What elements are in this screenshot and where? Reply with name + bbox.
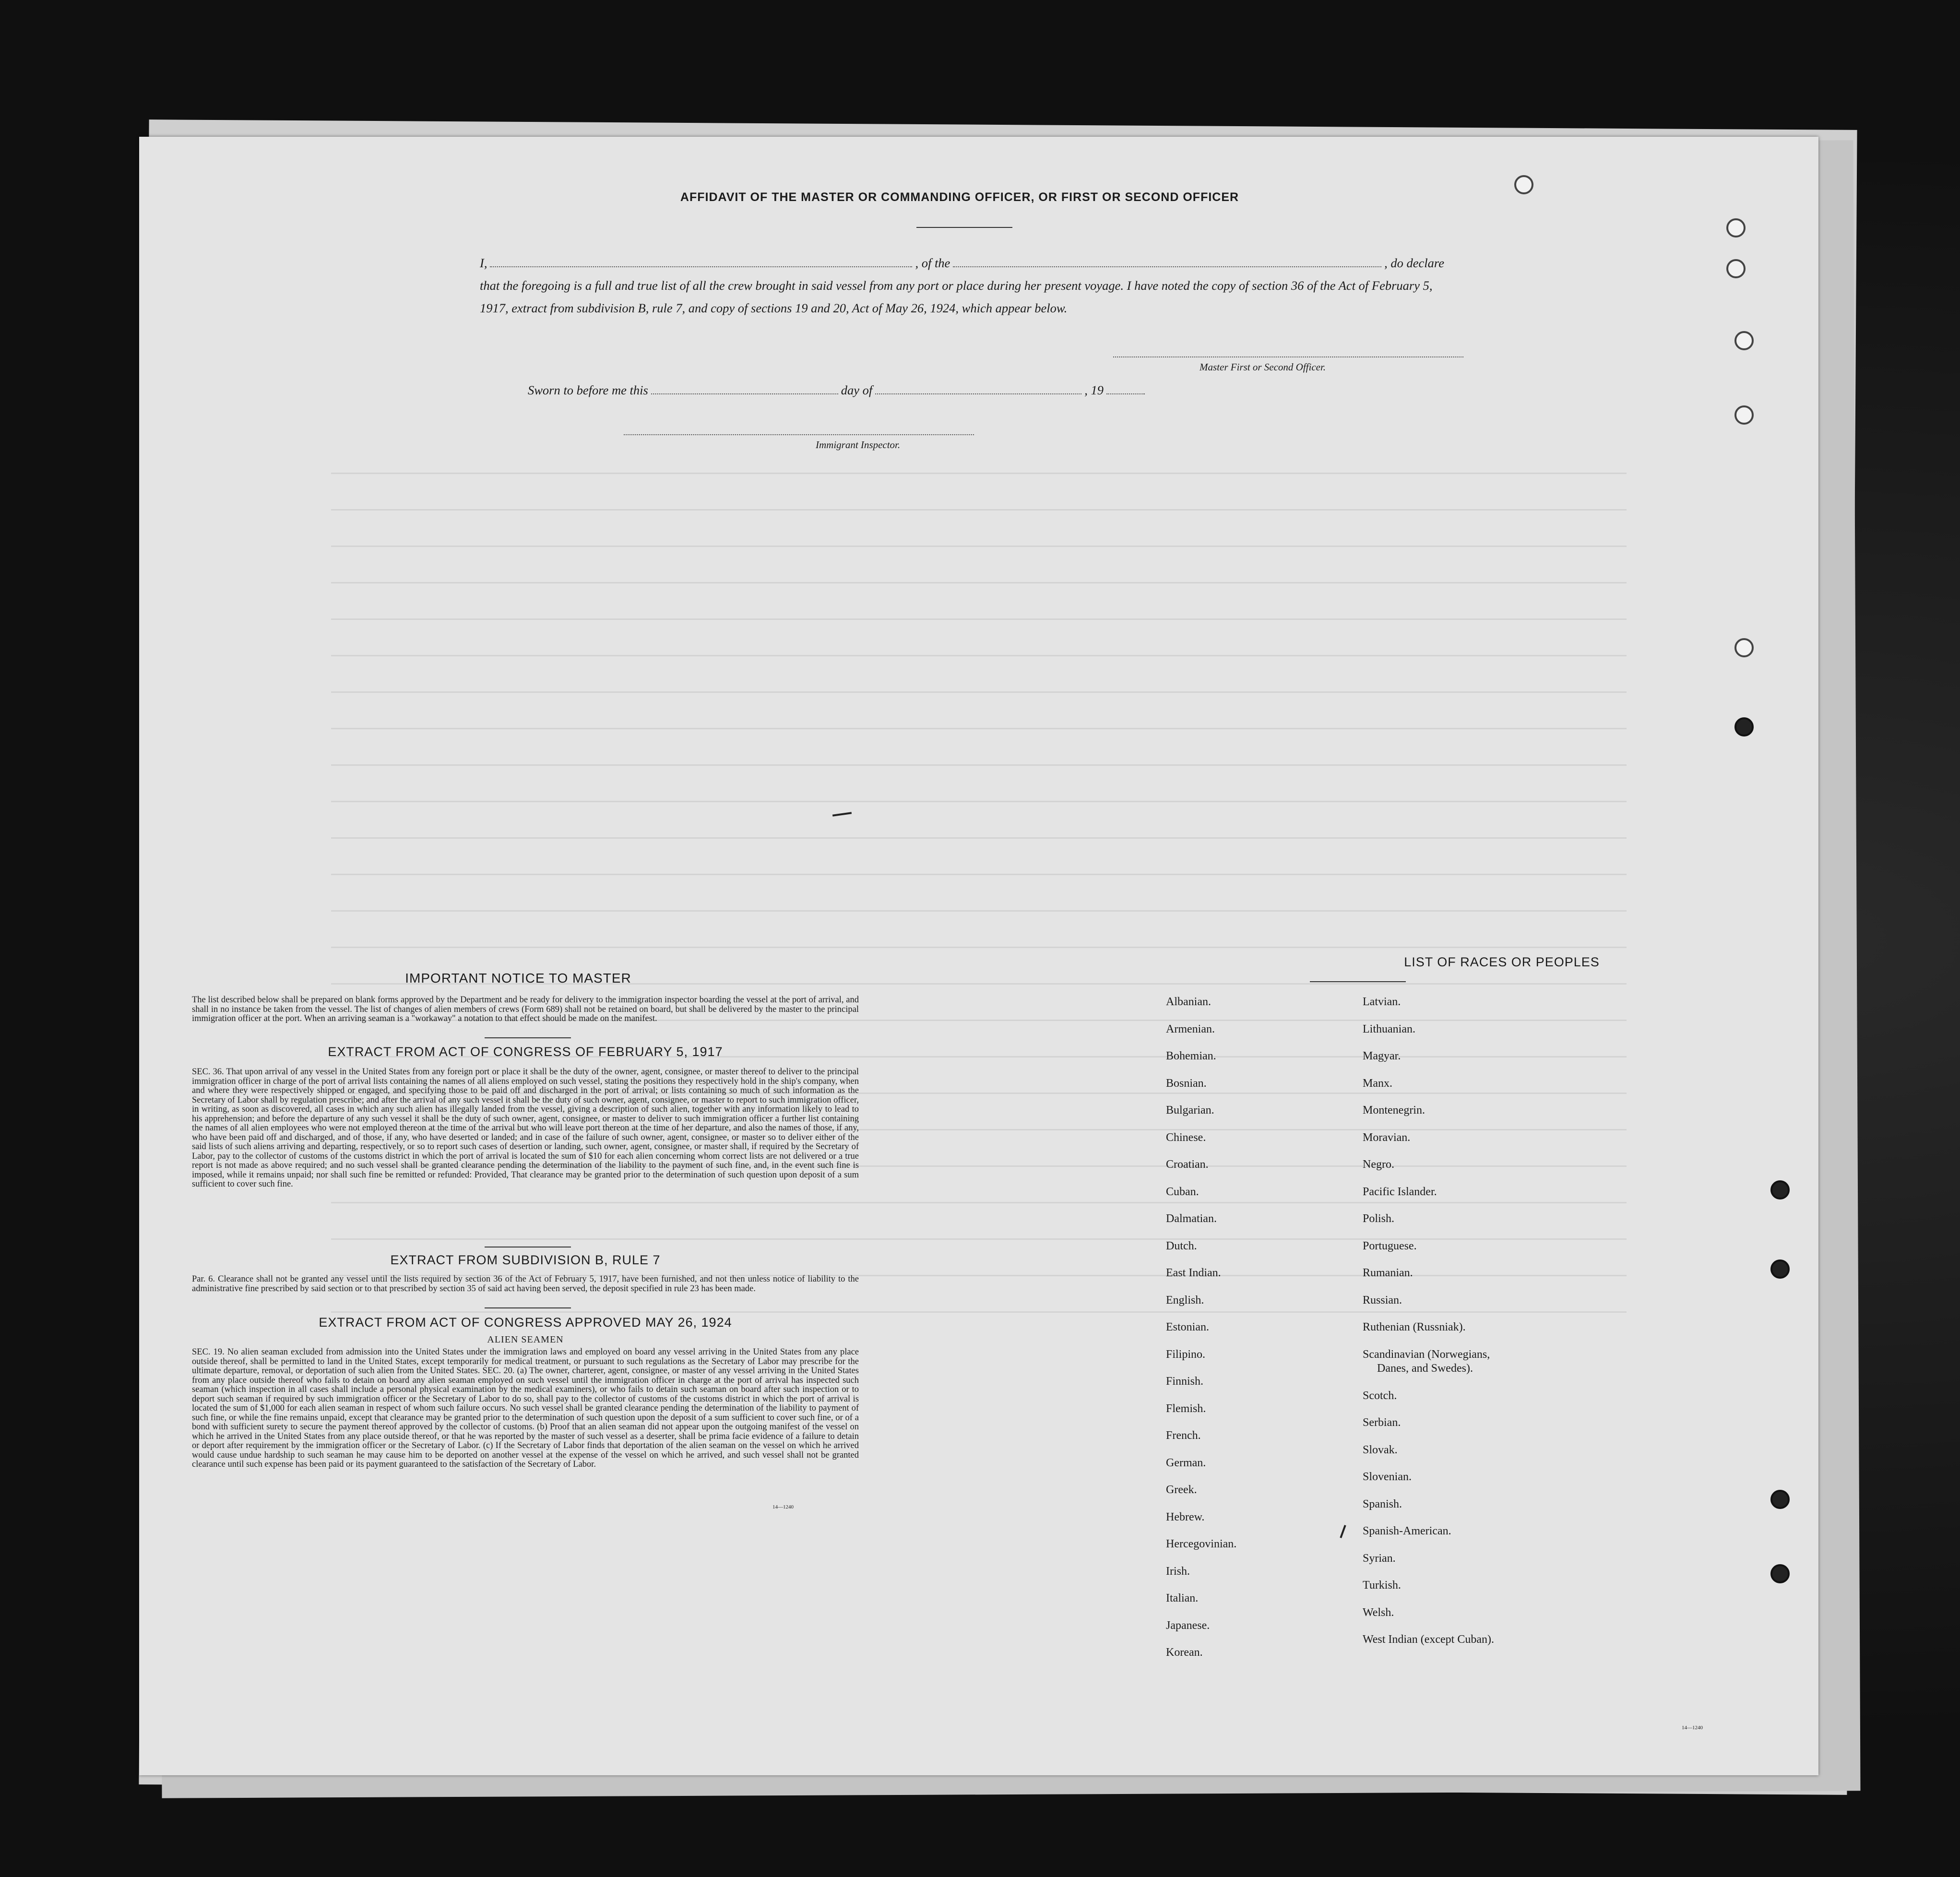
declare-label: , do declare	[1384, 256, 1444, 270]
race-item: Irish.	[1166, 1565, 1190, 1578]
punch-hole	[1770, 1259, 1790, 1279]
ghost-row	[331, 947, 1627, 948]
race-item: Spanish-American.	[1363, 1525, 1451, 1537]
race-item: Hercegovinian.	[1166, 1538, 1237, 1550]
master-signature-line	[1113, 356, 1463, 357]
extract-1924-text: SEC. 19. No alien seaman excluded from admission into the United States under the immigration laws and employed on board any vessel arriving in the United States from any place outside thereof, shall be permitted to land in the United States, except temporarily for medical treatment, or pursuant to such regulations as the Secretary of Labor may prescribe for the ultimate departure, removal, or deportation of such alien from the United States. SEC. 20. (a) The owner, charterer, agent, consignee, or master of any vessel arriving in the United States from any place outside thereof who fails to detain on board any alien seaman employed on such vessel until the immigration officer in charge at the port of arrival has inspected such seaman (which inspection in all cases shall include a personal physical examination by the medical examiners), or who fails to detain such seaman on board after such inspection or to deport such seaman if required by such immigration officer or the Secretary of Labor to do so, shall pay to the collector of customs of the customs district in which the port of arrival is located the sum of $1,000 for each alien seaman in respect of whom such failure occurs. No such vessel shall be granted clearance pending the determination of the liability to payment of such fine, or while the fine remains unpaid, except that clearance may be granted prior to the determination of such question upon the deposit of a sum sufficient to cover such fine, or of a bond with sufficient surety to secure the payment thereof approved by the collector of customs. (b) Proof that an alien seaman did not appear upon the outgoing manifest of the vessel on which he arrived in the United States from any place outside thereof, or that he was reported by the master of such vessel as a deserter, shall be prima facie evidence of a failure to detain or deport after requirement by the immigration officer or the Secretary of Labor. (c) If the Secretary of Labor finds that deportation of the alien seaman on the vessel on which he arrived would cause undue hardship to such seaman he may cause him to be deported on another vessel at the expense of the vessel on which he arrived, and such vessel shall not be granted clearance until such expense has been paid or its payment guaranteed to the satisfaction of the Secretary of Labor.	[192, 1347, 859, 1469]
race-item: Latvian.	[1363, 996, 1401, 1008]
vessel-blank	[953, 266, 1381, 267]
ghost-row	[331, 910, 1627, 912]
divider-1	[485, 1037, 571, 1038]
race-item: Korean.	[1166, 1646, 1203, 1659]
punch-hole	[1726, 218, 1746, 238]
ghost-row	[331, 837, 1627, 839]
race-item: Cuban.	[1166, 1185, 1199, 1198]
ghost-row	[331, 728, 1627, 729]
ghost-row	[331, 1202, 1627, 1203]
notice-text: The list described below shall be prepared on blank forms approved by the Department and be ready for delivery to the immigration inspector boarding the vessel at the port of arrival, and shall in no instance be taken from the vessel. The list of changes of alien members of crews (Form 689) shall not be retained on board, but shall be delivered by the master to the principal immigration officer at the port. When an arriving seaman is a "workaway" a notation to that effect should be made on the manifest.	[192, 995, 859, 1023]
inspector-signature-line	[624, 434, 974, 435]
punch-hole	[1770, 1490, 1790, 1509]
race-item: Hebrew.	[1166, 1510, 1205, 1523]
i-label: I,	[480, 256, 487, 270]
affidavit-body	[480, 252, 1444, 320]
sworn-day-blank	[651, 393, 838, 394]
day-of-label: day of	[841, 383, 873, 397]
extract-1917-title: EXTRACT FROM ACT OF CONGRESS OF FEBRUARY 5, 1917	[328, 1045, 723, 1059]
race-item: Turkish.	[1363, 1579, 1401, 1592]
year-label: , 19	[1084, 383, 1104, 397]
race-item: Bohemian.	[1166, 1050, 1216, 1062]
sworn-label: Sworn to before me this	[528, 383, 648, 397]
race-item: Slovenian.	[1363, 1471, 1412, 1483]
extract-rule7-text: Par. 6. Clearance shall not be granted any vessel until the lists required by section 36 of the Act of February 5, 1917, have been furnished, and not then unless notice of liability to the administrative fine prescribed by said section or to that prescribed by section 35 of said act having been served, the deposit specified in rule 23 has been made.	[192, 1274, 859, 1294]
ghost-row	[331, 874, 1627, 875]
extract-rule7-title: EXTRACT FROM SUBDIVISION B, RULE 7	[390, 1253, 661, 1267]
ghost-row	[331, 618, 1627, 620]
page-form-number: 14—1240	[1682, 1725, 1703, 1731]
race-item: Italian.	[1166, 1592, 1199, 1604]
race-item: Russian.	[1363, 1294, 1402, 1307]
race-item: Armenian.	[1166, 1022, 1215, 1035]
ghost-row	[331, 801, 1627, 802]
race-item: Chinese.	[1166, 1131, 1206, 1144]
punch-hole	[1770, 1564, 1790, 1583]
name-blank	[490, 266, 912, 267]
sworn-line	[528, 379, 1247, 402]
race-item: Moravian.	[1363, 1131, 1411, 1144]
race-item: Montenegrin.	[1363, 1104, 1425, 1117]
document-page	[139, 137, 1818, 1775]
of-the-label: , of the	[915, 256, 950, 270]
ghost-row	[331, 764, 1627, 766]
ghost-row	[331, 1311, 1627, 1313]
race-item: Danes, and Swedes).	[1377, 1362, 1473, 1375]
punch-hole	[1734, 638, 1754, 657]
extract-1924-subtitle: ALIEN SEAMEN	[487, 1334, 564, 1345]
race-item: Japanese.	[1166, 1619, 1210, 1632]
ghost-row	[331, 509, 1627, 511]
race-item: Syrian.	[1363, 1552, 1396, 1565]
race-item: West Indian (except Cuban).	[1363, 1633, 1494, 1646]
race-item: Spanish.	[1363, 1497, 1402, 1510]
punch-hole	[1770, 1180, 1790, 1200]
race-item: Scotch.	[1363, 1389, 1397, 1402]
extract-1917-text: SEC. 36. That upon arrival of any vessel in the United States from any foreign port or place it shall be the duty of the owner, agent, consignee, or master thereof to deliver to the principal immigration officer in charge of the port of arrival lists containing the names of all aliens employed on such vessel, stating the positions they respectively hold in the ship's company, when and where they were respectively shipped or engaged, and specifying those to be paid off and discharged in the port of arrival; or lists containing so much of such information as the Secretary of Labor shall by regulation prescribe; and after the arrival of any such vessel it shall be the duty of such owner, agent, consignee, or master to report to such immigration officer, in writing, as soon as discovered, all cases in which any such alien has illegally landed from the vessel, giving a description of such alien, together with any information likely to lead to his apprehension; and before the departure of any such vessel it shall be the duty of such owner, agent, consignee, or master to deliver to such immigration officer a further list containing the names of all alien employees who were not employed thereon at the time of the arrival but who will leave port thereon at the time of her departure, and also the names of those, if any, who have been paid off and discharged, and of those, if any, who have deserted or landed; and in case of the failure of such owner, agent, consignee, or master so to deliver either of the said lists of such aliens arriving and departing, respectively, or so to report such cases of desertion or landing, such owner, agent, consignee, or master shall, if required by the Secretary of Labor, pay to the collector of customs of the customs district in which the port of arrival is located the sum of $10 for each alien concerning whom correct lists are not delivered or a true report is not made as above required; and no such vessel shall be granted clearance pending the determination of the liability to the payment of such fine, and, in the event such fine is imposed, while it remains unpaid; nor shall such fine be remitted or refunded: Provided, That clearance may be granted prior to the determination of such question upon deposit of a sum sufficient to cover such fine.	[192, 1067, 859, 1189]
ghost-row	[331, 1238, 1627, 1240]
race-item: Estonian.	[1166, 1321, 1209, 1333]
race-item: French.	[1166, 1429, 1201, 1442]
race-item: Filipino.	[1166, 1348, 1206, 1361]
race-item: Negro.	[1363, 1158, 1394, 1171]
race-item: Serbian.	[1363, 1416, 1401, 1429]
pen-mark	[832, 812, 852, 817]
race-item: German.	[1166, 1456, 1206, 1469]
ghost-row	[331, 582, 1627, 583]
races-title: LIST OF RACES OR PEOPLES	[1404, 955, 1600, 969]
title-divider	[916, 227, 1012, 228]
ghost-row	[331, 655, 1627, 656]
race-item: Ruthenian (Russniak).	[1363, 1321, 1466, 1333]
race-item: Greek.	[1166, 1484, 1197, 1496]
race-item: Bulgarian.	[1166, 1104, 1214, 1117]
race-item: Lithuanian.	[1363, 1022, 1415, 1035]
declaration-line	[480, 252, 1444, 274]
race-item: Portuguese.	[1363, 1239, 1417, 1252]
ghost-row	[331, 473, 1627, 474]
punch-hole	[1734, 717, 1754, 737]
race-item: Dutch.	[1166, 1239, 1197, 1252]
race-item: Manx.	[1363, 1077, 1392, 1090]
affidavit-title: AFFIDAVIT OF THE MASTER OR COMMANDING OFFICER, OR FIRST OR SECOND OFFICER	[680, 190, 1239, 204]
inspector-label: Immigrant Inspector.	[816, 439, 901, 451]
race-item: Slovak.	[1363, 1443, 1398, 1456]
notice-title: IMPORTANT NOTICE TO MASTER	[405, 971, 631, 986]
extract-1924-title: EXTRACT FROM ACT OF CONGRESS APPROVED MAY 26, 1924	[319, 1315, 732, 1330]
punch-hole	[1726, 259, 1746, 278]
race-item: Magyar.	[1363, 1050, 1401, 1062]
punch-hole	[1734, 331, 1754, 350]
race-item: Polish.	[1363, 1212, 1395, 1225]
race-item: Rumanian.	[1363, 1267, 1413, 1279]
race-item: Dalmatian.	[1166, 1212, 1217, 1225]
sworn-month-blank	[875, 393, 1081, 394]
race-item: Welsh.	[1363, 1606, 1394, 1619]
year-blank	[1106, 393, 1145, 394]
race-item: Finnish.	[1166, 1375, 1204, 1388]
punch-hole	[1734, 405, 1754, 425]
ghost-row	[331, 546, 1627, 547]
race-item: Flemish.	[1166, 1402, 1206, 1415]
race-item: Scandinavian (Norwegians,	[1363, 1348, 1490, 1361]
race-item: Albanian.	[1166, 996, 1211, 1008]
affidavit-statement: that the foregoing is a full and true list of all the crew brought in said vessel from any port or place during her present voyage. I have noted the copy of section 36 of the Act of February 5, 1917, extract from subdivision B, rule 7, and copy of sections 19 and 20, Act of May 26, 1924, which appear below.	[480, 278, 1433, 315]
master-signature-label: Master First or Second Officer.	[1200, 361, 1326, 373]
pen-mark	[1340, 1525, 1346, 1538]
race-item: English.	[1166, 1294, 1204, 1307]
punch-hole	[1514, 175, 1533, 194]
divider-3	[485, 1307, 571, 1308]
race-item: Bosnian.	[1166, 1077, 1207, 1090]
race-item: Croatian.	[1166, 1158, 1209, 1171]
race-item: Pacific Islander.	[1363, 1185, 1437, 1198]
ghost-row	[331, 691, 1627, 693]
extract-form-number: 14—1240	[772, 1504, 794, 1510]
race-item: East Indian.	[1166, 1267, 1221, 1279]
races-divider	[1310, 981, 1406, 982]
